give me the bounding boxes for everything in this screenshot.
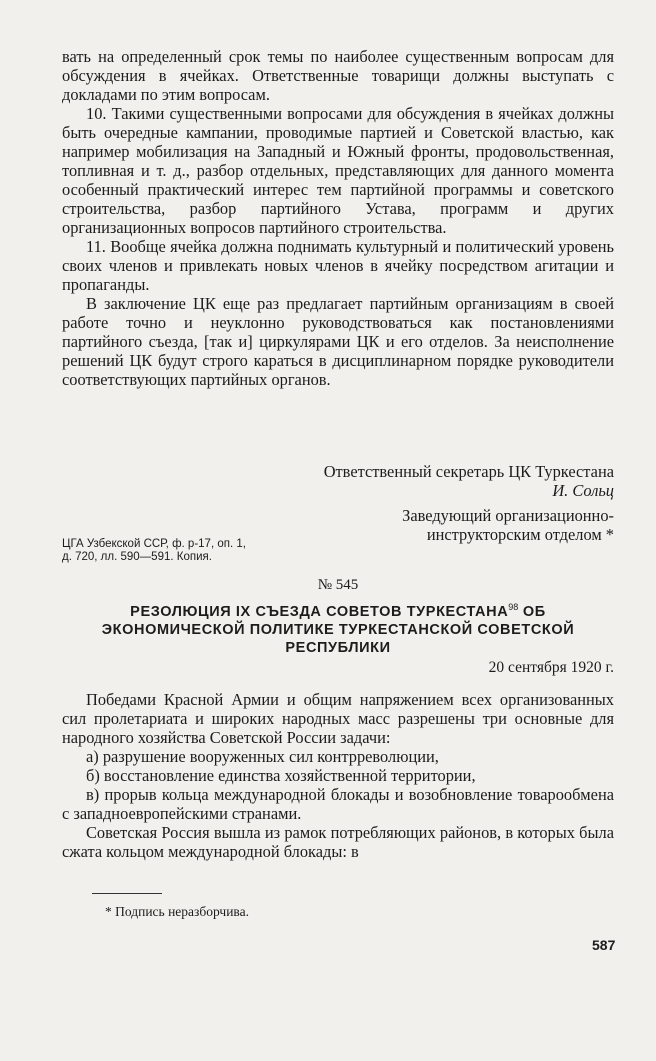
paragraph-item-10: 10. Такими существенными вопросами для обсуждения в ячейках должны быть очередные кампании, проводимые партией и Советской властью, как например мобилизация на Западный и Южный фронты, продовольственная, топливная и т. д., разбор отдельных, представляющих для данного момента особенный практический интерес тем партийной программы и советского строительства, разбор партийного Устава, программ и других организационных вопросов партийного строительства. (62, 104, 614, 237)
signature-title-head-1: Заведующий организационно- (402, 506, 614, 525)
resolution-item-a: а) разрушение вооруженных сил контрреволюции, (86, 747, 439, 766)
title-text: РЕЗОЛЮЦИЯ IX СЪЕЗДА СОВЕТОВ ТУРКЕСТАНА (130, 603, 509, 620)
title-footnote-ref: 98 (508, 602, 519, 612)
footnote-divider (92, 893, 162, 894)
resolution-body (62, 690, 614, 861)
title-tail: ОБ (518, 603, 546, 620)
signature-title-head-2: инструкторским отделом * (426, 525, 614, 544)
footnote-text: * Подпись неразборчива. (105, 904, 249, 919)
paragraph-continuation: вать на определенный срок темы по наиболее существенным вопросам для обсуждения в ячейках. Ответственные товарищи должны выступать с докладами по этим вопросам. (62, 47, 614, 104)
resolution-item-b: б) восстановление единства хозяйственной территории, (86, 766, 476, 785)
footnote-block (105, 904, 605, 920)
resolution-item-c: в) прорыв кольца международной блокады и возобновление товарообмена с западноевропейскими странами. (62, 785, 614, 823)
archive-reference (62, 538, 614, 564)
document-title-line-2: ЭКОНОМИЧЕСКОЙ ПОЛИТИКЕ ТУРКЕСТАНСКОЙ СОВЕТСКОЙ (101, 621, 575, 638)
page-number: 587 (592, 937, 616, 953)
paragraph-conclusion: В заключение ЦК еще раз предлагает партийным организациям в своей работе точно и неуклонно руководствоваться как постановлениями партийного съезда, [так и] циркулярами ЦК и его отделов. За неисполнение решений ЦК будут строго караться в дисциплинарном порядке руководители соответствующих партийных органов. (62, 294, 614, 389)
document-date: 20 сентября 1920 г. (488, 658, 614, 676)
signature-name: И. Сольц (552, 481, 614, 500)
document-title-line-1 (62, 598, 614, 621)
resolution-paragraph-last: Советская Россия вышла из рамок потребляющих районов, в которых была сжата кольцом международной блокады: в (62, 823, 614, 861)
archive-line-2: д. 720, лл. 590—591. Копия. (62, 551, 212, 563)
document-number: № 545 (317, 577, 359, 593)
archive-line-1: ЦГА Узбекской ССР, ф. р-17, оп. 1, (62, 538, 246, 550)
top-text-block (62, 47, 614, 389)
signature-block (62, 462, 614, 544)
signature-title-secretary: Ответственный секретарь ЦК Туркестана (323, 462, 614, 481)
document-title-line-3: РЕСПУБЛИКИ (285, 639, 391, 656)
resolution-intro: Победами Красной Армии и общим напряжением всех организованных сил пролетариата и широких народных масс разрешены три основные для народного хозяйства Советской России задачи: (62, 690, 614, 747)
document-heading (62, 576, 614, 677)
paragraph-item-11: 11. Вообще ячейка должна поднимать культурный и политический уровень своих членов и привлекать новых членов в ячейку посредством агитации и пропаганды. (62, 237, 614, 294)
